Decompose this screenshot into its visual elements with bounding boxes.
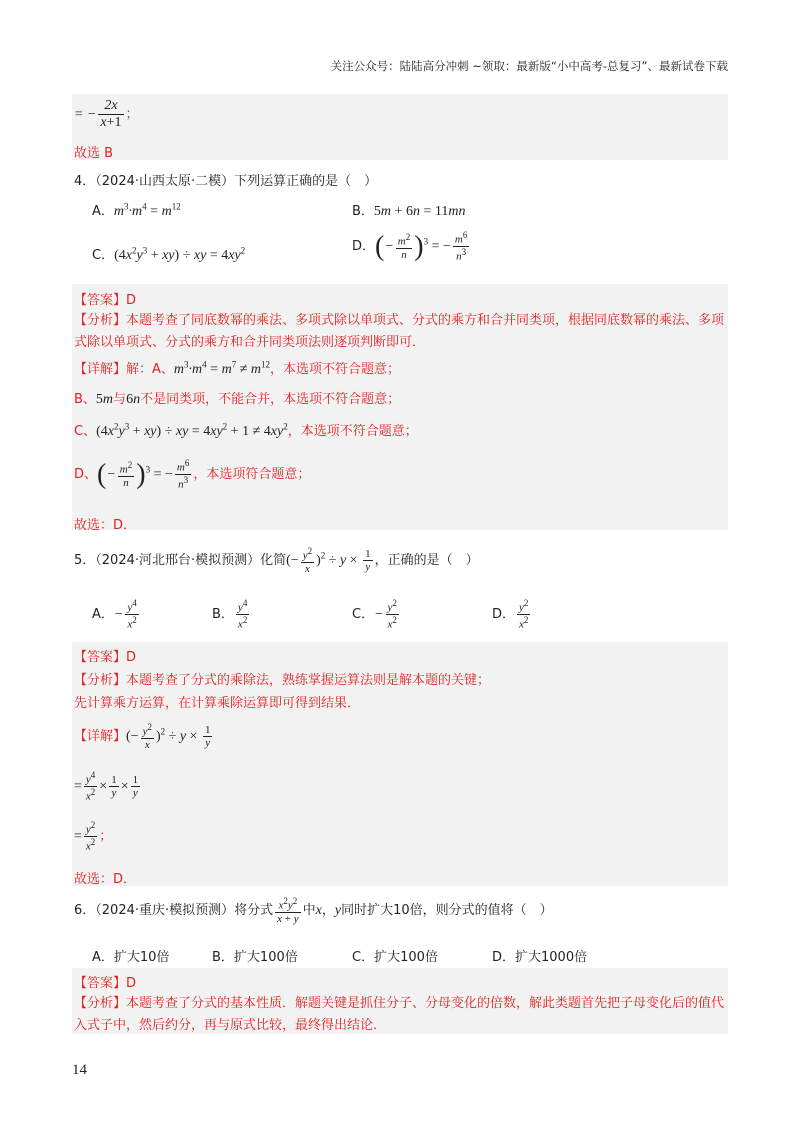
- prev-conclusion: 故选 B: [74, 146, 114, 161]
- q6-option-d: D．扩大1000倍: [492, 950, 588, 965]
- q4-option-d: D．(− $\frac{m^2}{n}$ )$^3$ = − $\frac{m^6}{n^3}$: [352, 230, 468, 263]
- q5-analysis-2: 先计算乘方运算，在计算乘除运算即可得到结果．: [74, 696, 361, 711]
- q4-detail-d: D、(− $\frac{m^2}{n}$ )$^3$ = − $\frac{m^6}{n^3}$ ，本选项符合题意；: [74, 458, 311, 491]
- q4-option-c: C．$(4x^2y^3 + xy)$ ÷ xy = $4xy^2$: [92, 245, 246, 263]
- q4-stem: 4．（2024·山西太原·二模）下列运算正确的是（ ）: [74, 174, 378, 189]
- q6-option-b: B．扩大100倍: [212, 950, 298, 965]
- q4-answer: 【答案】D: [74, 293, 137, 308]
- page-header: 关注公众号：陆陆高分冲刺 ~领取：最新版“小中高考-总复习”、最新试卷下载: [330, 59, 728, 73]
- q5-option-a: A．− $\frac{y^4}{x^2}$: [92, 598, 137, 631]
- q4-detail-b: B、5m与6n不是同类项，不能合并，本选项不符合题意；: [74, 392, 401, 407]
- q6-analysis: 【分析】本题考查了分式的基本性质．解题关键是抓住分子、分母变化的倍数，解此类题首先把子母变化后的值代入式子中，然后约分，再与原式比较，最终得出结论．: [74, 996, 725, 1033]
- q4-detail-a: 【详解】解：A、$m^3\cdot m^4 = m^7 \ne m^{12}$，本选项不符合题意；: [74, 359, 401, 377]
- q5-conclusion: 故选：D．: [74, 872, 137, 887]
- q5-stem: 5．（2024·河北邢台·模拟预测）化简(− $\frac{y^2}{x}$ )$^2$ ÷ y × $\frac{1}{y}$ ，正确的是（ ）: [74, 546, 479, 576]
- prev-result-formula: = − $\frac{2x}{x+1}$ ；: [74, 98, 139, 131]
- q6-option-c: C．扩大100倍: [352, 950, 438, 965]
- q5-detail-step3: = $\frac{y^2}{x^2}$ ；: [74, 820, 113, 853]
- q4-conclusion: 故选：D．: [74, 518, 137, 533]
- q4-option-a: A．$m^3\cdot m^4 = m^{12}$: [92, 201, 181, 219]
- q5-option-b: B． $\frac{y^4}{x^2}$: [212, 598, 248, 631]
- q5-analysis-1: 【分析】本题考查了分式的乘除法，熟练掌握运算法则是解本题的关键；: [74, 673, 491, 688]
- q5-detail-step2: = $\frac{y^4}{x^2}$ × $\frac{1}{y}$ × $\frac{1}{y}$: [74, 770, 139, 803]
- prev-solution-block: [72, 94, 728, 160]
- q5-answer: 【答案】D: [74, 650, 137, 665]
- q5-option-d: D． $\frac{y^2}{x^2}$: [492, 598, 529, 631]
- q4-option-b: B．5m + 6n = 11mn: [352, 204, 466, 219]
- q5-option-c: C．− $\frac{y^2}{x^2}$: [352, 598, 397, 631]
- q4-analysis: 【分析】本题考查了同底数幂的乘法、多项式除以单项式、分式的乘方和合并同类项，根据同底数幂的乘法、多项式除以单项式、分式的乘方和合并同类项法则逐项判断即可．: [74, 313, 725, 350]
- q4-detail-c: C、$(4x^2y^3 + xy)$ ÷ xy = $4xy^2 + 1 \ne 4xy^2$，本选项不符合题意；: [74, 421, 418, 439]
- q6-answer: 【答案】D: [74, 976, 137, 991]
- q5-detail-step1: 【详解】(− $\frac{y^2}{x}$ )$^2$ ÷ y × $\frac{1}{y}$: [74, 722, 211, 752]
- q6-stem: 6．（2024·重庆·模拟预测）将分式 $\frac{x^2y^2}{x + y}$ 中x，y同时扩大10倍，则分式的值将（ ）: [74, 896, 553, 926]
- q6-option-a: A．扩大10倍: [92, 950, 170, 965]
- page-number: 14: [72, 1062, 87, 1078]
